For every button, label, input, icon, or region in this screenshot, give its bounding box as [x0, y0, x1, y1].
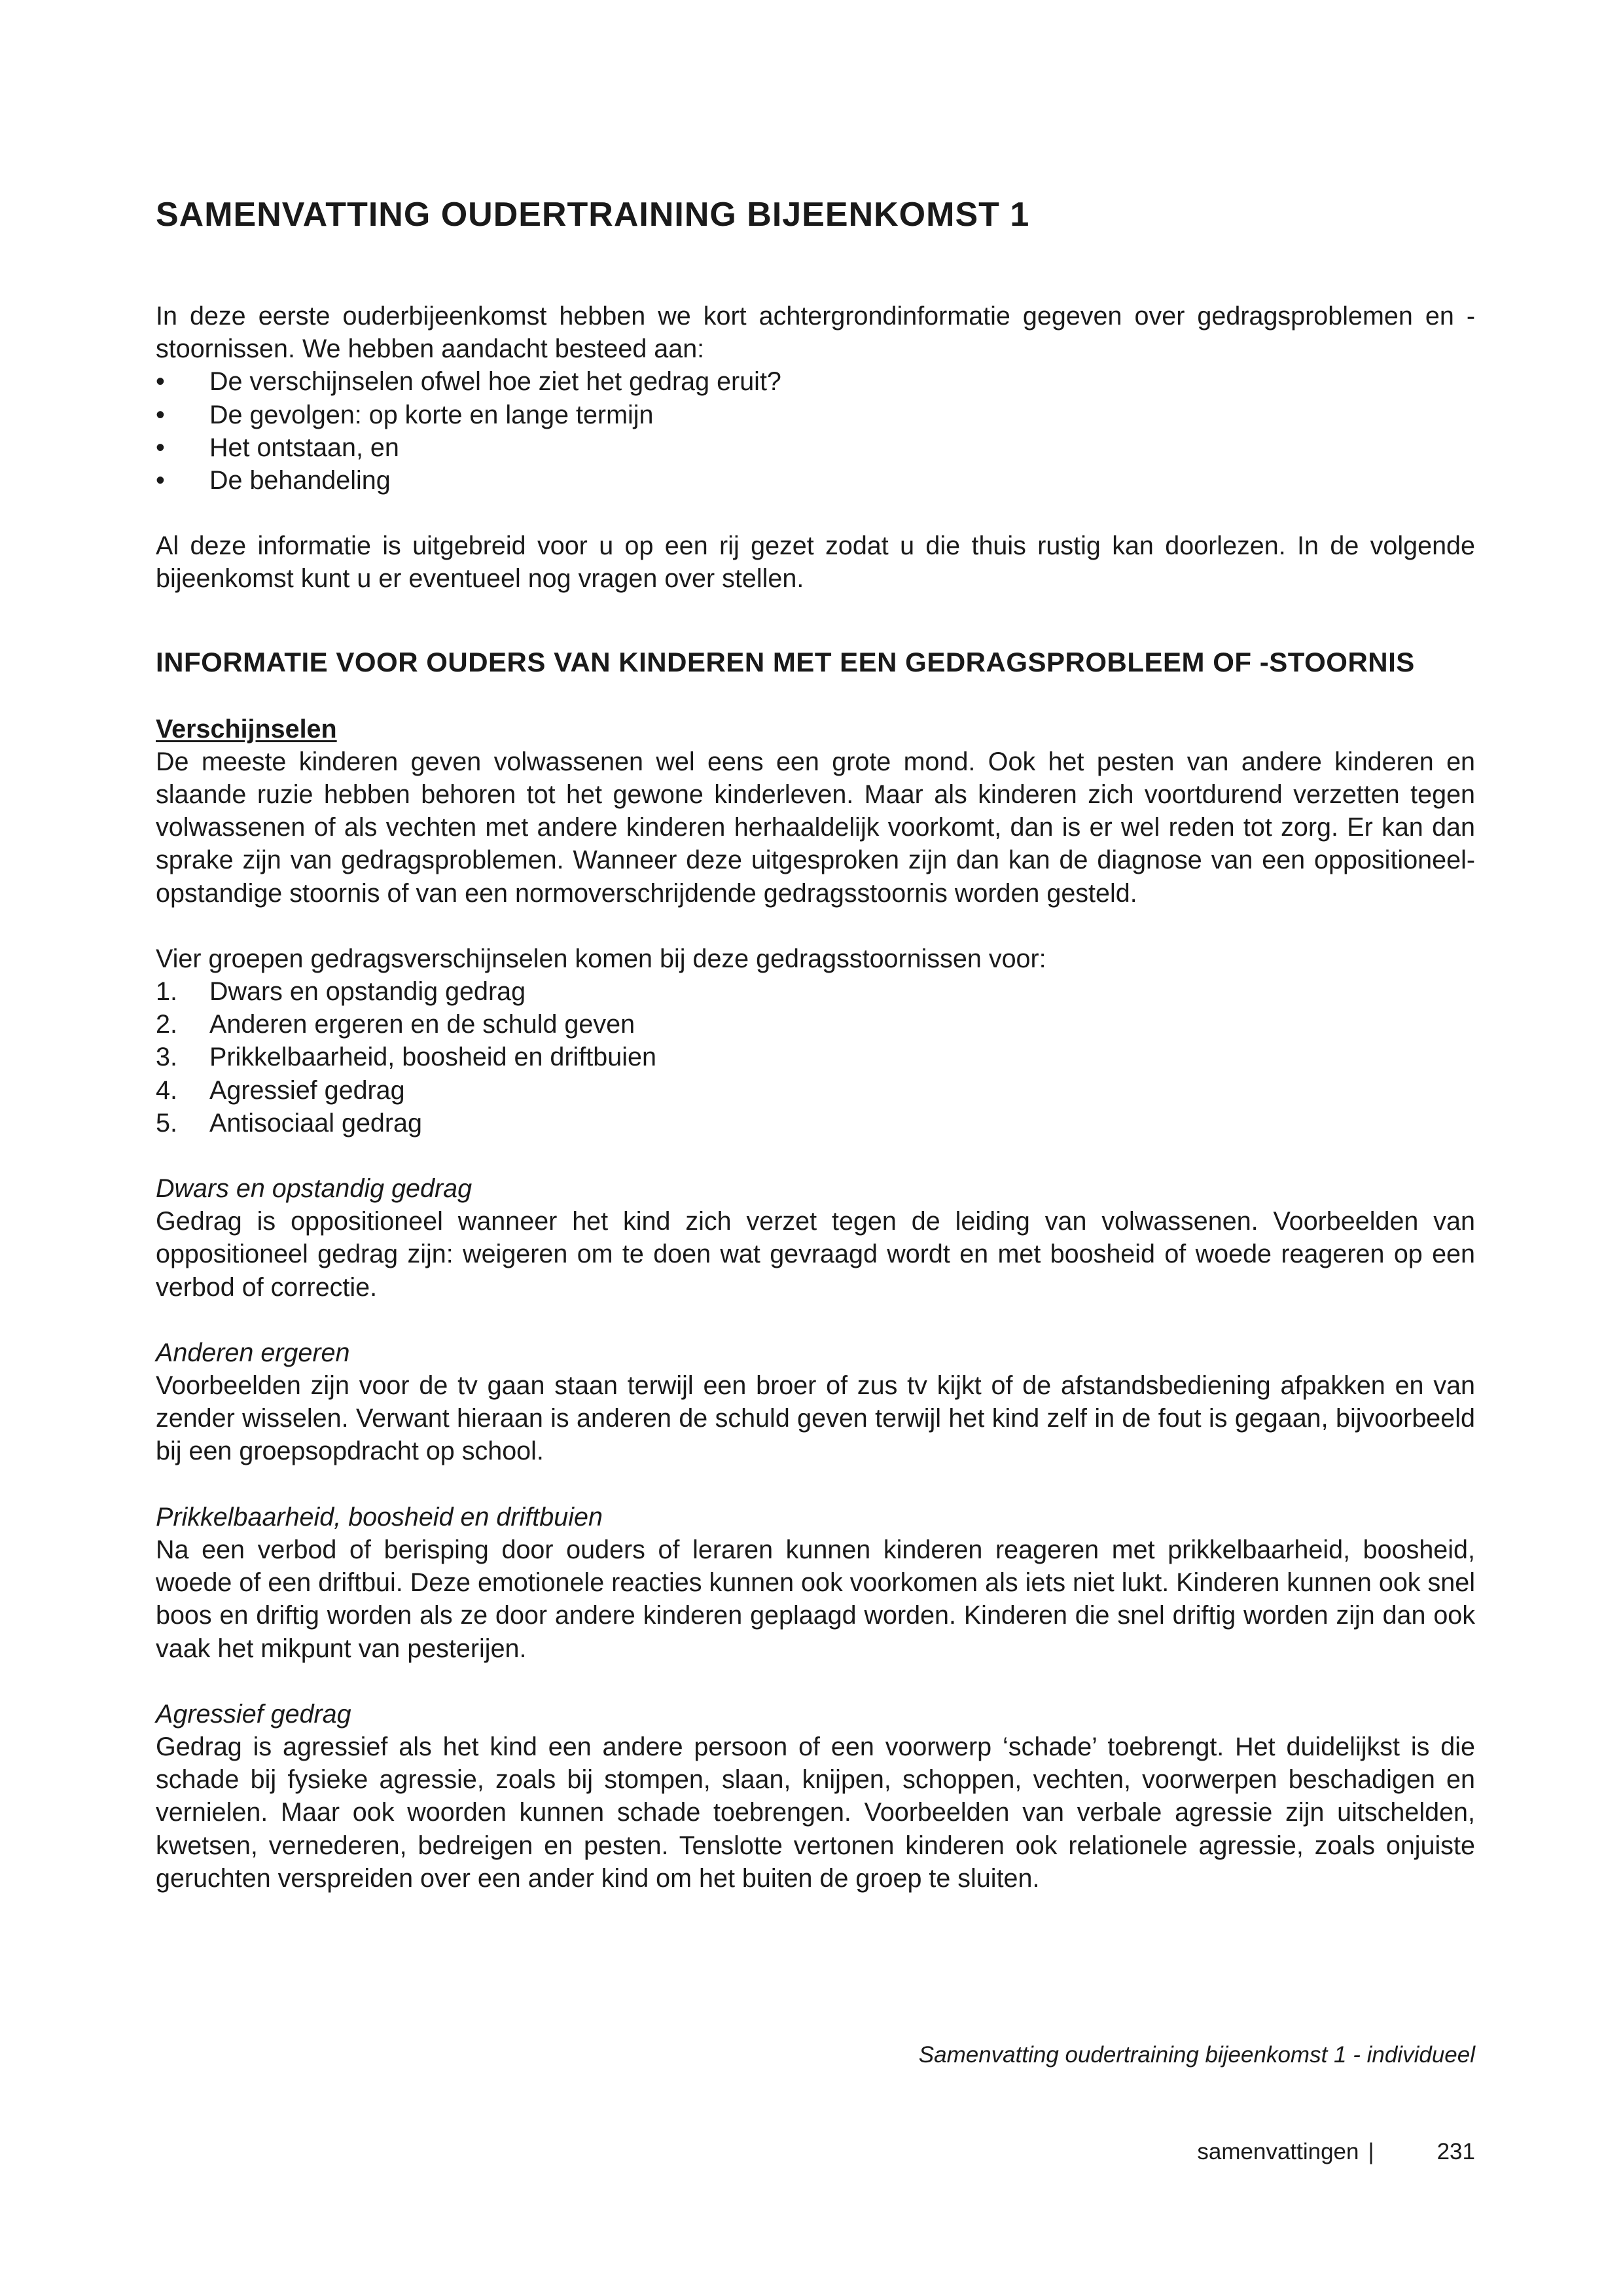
subsection-text-agressief: Gedrag is agressief als het kind een andere persoon of een voorwerp ‘schade’ toebrengt. Het duidelijkst is die schade bij fysieke agressie, zoals bij stompen, slaan, knijpen, schoppen, vechten, voorwerpen beschadigen en vernielen. Maar ook woorden kunnen schade toebrengen. Voorbeelden van verbale agressie zijn uitschelden, kwetsen, vernederen, bedreigen en pesten. Tenslotte vertonen kinderen ook relationele agressie, zoals onjuiste geruchten verspreiden over een ander kind om het buiten de groep te sluiten.: [156, 1732, 1475, 1893]
bullet-marker: •: [156, 433, 165, 462]
intro-closing-paragraph: Al deze informatie is uitgebreid voor u op een rij gezet zodat u die thuis rustig kan doorlezen. In de volgende bijeenkomst kunt u er eventueel nog vragen over stellen.: [156, 531, 1475, 594]
list-item-text: De gevolgen: op korte en lange termijn: [209, 400, 654, 429]
groups-numbered-list: [156, 975, 1475, 1139]
list-number: 5.: [156, 1108, 177, 1138]
document-page: [156, 0, 1475, 2296]
bullet-marker: •: [156, 466, 165, 495]
list-item-text: Agressief gedrag: [209, 1075, 405, 1105]
list-item-text: Antisociaal gedrag: [209, 1108, 422, 1138]
subsection-heading-dwars: Dwars en opstandig gedrag: [156, 1174, 473, 1204]
subsection-text-ergeren: Voorbeelden zijn voor de tv gaan staan terwijl een broer of zus tv kijkt of de afstandsbediening afpakken en van zender wisselen. Verwant hieraan is anderen de schuld geven terwijl het kind zelf in de fout is gegaan, bijvoorbeeld bij een groepsopdracht op school.: [156, 1371, 1475, 1466]
subsection-text-prikkelbaarheid: Na een verbod of berisping door ouders of leraren kunnen kinderen reageren met prikkelbaarheid, boosheid, woede of een driftbui. Deze emotionele reacties kunnen ook voorkomen als iets niet lukt. Kinderen kunnen ook snel boos en driftig worden als ze door andere kinderen geplaagd worden. Kinderen die snel driftig worden zijn dan ook vaak het mikpunt van pesterijen.: [156, 1535, 1475, 1663]
list-item-text: De behandeling: [209, 466, 391, 495]
verschijnselen-paragraph: De meeste kinderen geven volwassenen wel eens een grote mond. Ook het pesten van andere kinderen en slaande ruzie hebben behoren tot het gewone kinderleven. Maar als kinderen zich voortdurend verzetten tegen volwassenen of als vechten met andere kinderen herhaaldelijk voorkomt, dan is er wel reden tot zorg. Er kan dan sprake zijn van gedragsproblemen. Wanneer deze uitgesproken zijn dan kan de diagnose van een oppositioneel-opstandige stoornis of van een normoverschrijdende gedragsstoornis worden gesteld.: [156, 747, 1475, 908]
page-number: 231: [1436, 2139, 1475, 2164]
list-item: [156, 1008, 1475, 1041]
list-item-text: Dwars en opstandig gedrag: [209, 977, 526, 1007]
subsection-heading-agressief: Agressief gedrag: [156, 1699, 351, 1729]
footer-note: Samenvatting oudertraining bijeenkomst 1 - individueel: [918, 2042, 1475, 2068]
list-item: [156, 431, 1475, 464]
subsection-heading-prikkelbaarheid: Prikkelbaarheid, boosheid en driftbuien: [156, 1502, 603, 1532]
groups-intro: Vier groepen gedragsverschijnselen komen bij deze gedragsstoornissen voor:: [156, 944, 1046, 973]
footer-separator: |: [1368, 2139, 1374, 2164]
list-item: [156, 975, 1475, 1008]
section-title: INFORMATIE VOOR OUDERS VAN KINDEREN MET EEN GEDRAGSPROBLEEM OF -STOORNIS: [156, 646, 1415, 677]
list-item-text: Het ontstaan, en: [209, 433, 399, 462]
document-body: [156, 300, 1475, 1895]
list-number: 1.: [156, 977, 177, 1007]
list-number: 4.: [156, 1075, 177, 1105]
list-item-text: De verschijnselen ofwel hoe ziet het gedrag eruit?: [209, 367, 781, 397]
list-item: [156, 464, 1475, 497]
list-item: [156, 1107, 1475, 1139]
list-item-text: Prikkelbaarheid, boosheid en driftbuien: [209, 1043, 656, 1072]
list-item-text: Anderen ergeren en de schuld geven: [209, 1010, 635, 1039]
page-footer: [1197, 2138, 1475, 2166]
list-number: 3.: [156, 1043, 177, 1072]
intro-paragraph: In deze eerste ouderbijeenkomst hebben we kort achtergrondinformatie gegeven over gedragsproblemen en -stoornissen. We hebben aandacht besteed aan:: [156, 302, 1475, 364]
list-item: [156, 1041, 1475, 1073]
list-item: [156, 1074, 1475, 1107]
subsection-heading-ergeren: Anderen ergeren: [156, 1338, 350, 1367]
verschijnselen-heading: Verschijnselen: [156, 714, 337, 744]
bullet-marker: •: [156, 400, 165, 429]
list-item: [156, 399, 1475, 431]
bullet-marker: •: [156, 367, 165, 397]
footer-section-label: samenvattingen: [1197, 2139, 1359, 2164]
intro-bullet-list: [156, 365, 1475, 497]
subsection-text-dwars: Gedrag is oppositioneel wanneer het kind zich verzet tegen de leiding van volwassenen. Voorbeelden van oppositioneel gedrag zijn: weigeren om te doen wat gevraagd wordt en met boosheid of woede reageren op een verbod of correctie.: [156, 1207, 1475, 1302]
list-number: 2.: [156, 1010, 177, 1039]
page-title: SAMENVATTING OUDERTRAINING BIJEENKOMST 1: [156, 196, 1030, 234]
list-item: [156, 365, 1475, 398]
